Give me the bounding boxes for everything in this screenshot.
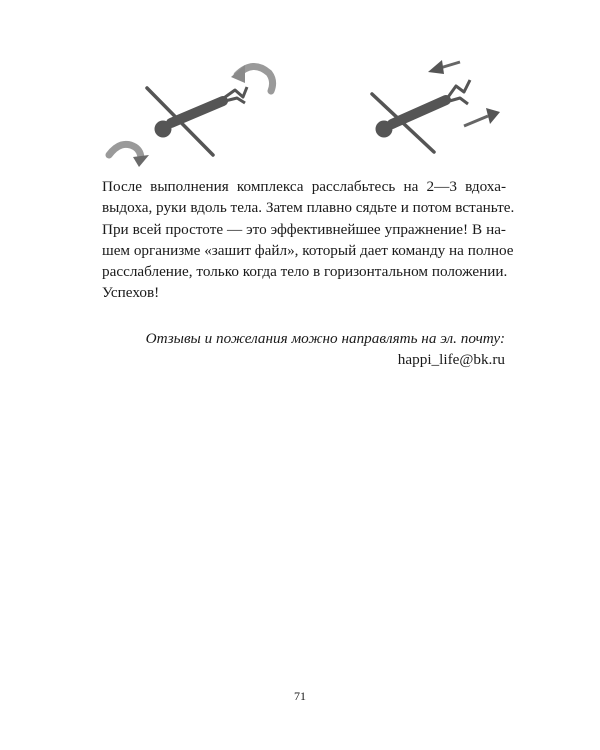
arrow-up-left-icon bbox=[428, 60, 460, 74]
paragraph-line: шем организме «зашит файл», который дает команду на полное bbox=[102, 241, 514, 259]
paragraph-line: расслабление, только когда тело в горизонтальном положении. bbox=[102, 263, 508, 281]
paragraph-line: После выполнения комплекса расслабьтесь на 2—3 вдоха- bbox=[102, 178, 506, 195]
paragraph-line: Успехов! bbox=[102, 284, 160, 302]
figure-torso bbox=[392, 100, 446, 124]
paragraph-line: При всей простоте — это эффективнейшее упражнение! В на- bbox=[102, 220, 506, 238]
figure-torso bbox=[171, 101, 223, 123]
body-paragraph bbox=[102, 176, 515, 304]
arrow-down-right-icon bbox=[464, 108, 500, 126]
contact-email: happi_life@bk.ru bbox=[397, 351, 505, 368]
curved-arrow-bottom-icon bbox=[109, 144, 149, 167]
figure-legs bbox=[446, 80, 470, 100]
exercise-illustration-rocking bbox=[95, 55, 285, 175]
curved-arrow-top-icon bbox=[231, 65, 273, 91]
exercise-illustration-stretching bbox=[360, 50, 515, 160]
page-number: 71 bbox=[294, 689, 306, 703]
paragraph-line: выдоха, руки вдоль тела. Затем плавно сядьте и потом встаньте. bbox=[102, 199, 515, 217]
contact-block bbox=[146, 328, 505, 370]
contact-note: Отзывы и пожелания можно направлять на эл. почту: bbox=[145, 330, 505, 347]
